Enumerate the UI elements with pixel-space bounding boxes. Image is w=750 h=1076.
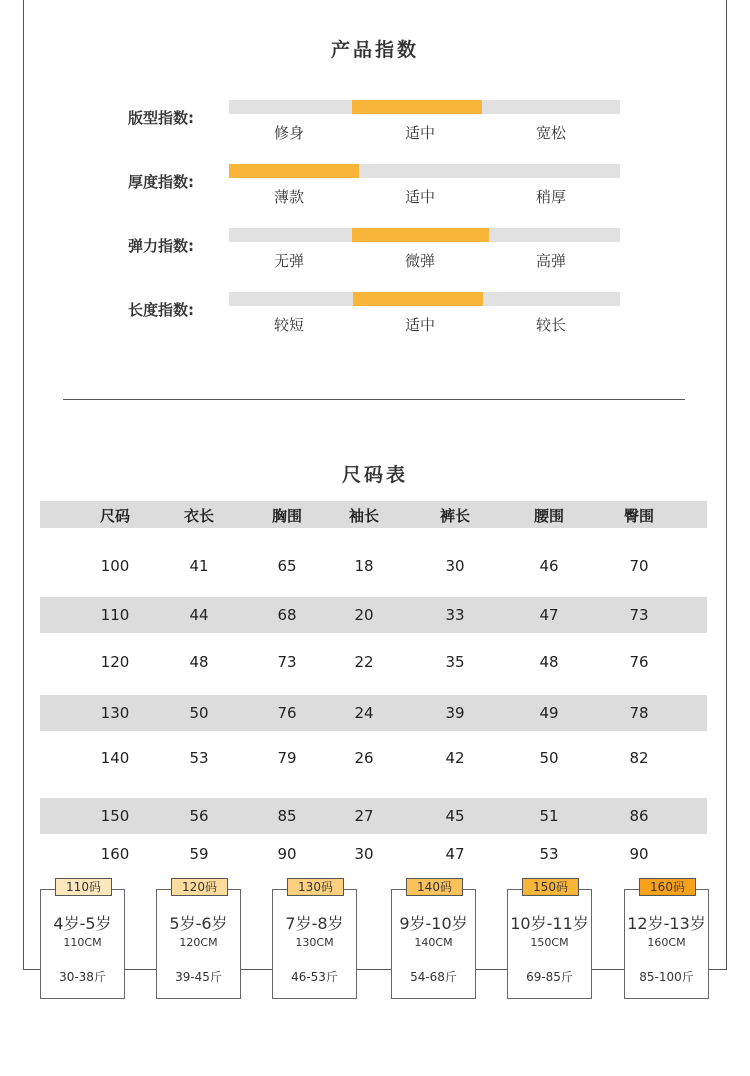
table-cell: 26 xyxy=(354,749,374,767)
table-cell: 73 xyxy=(629,606,649,624)
header-top-length: 衣长 xyxy=(183,507,214,525)
index-label: 长度指数: xyxy=(128,301,194,319)
product-index-title: 产品指数 xyxy=(330,39,419,61)
index-bar-fill xyxy=(353,292,483,306)
size-card-height: 140CM xyxy=(414,936,453,949)
size-card-height: 130CM xyxy=(295,936,334,949)
size-card-weight: 85-100斤 xyxy=(639,970,694,984)
index-tick-label: 稍厚 xyxy=(535,188,566,206)
table-cell: 53 xyxy=(189,749,209,767)
table-cell: 18 xyxy=(354,557,374,575)
index-tick-label: 较长 xyxy=(535,316,566,334)
table-cell: 35 xyxy=(445,653,465,671)
table-cell: 27 xyxy=(354,807,374,825)
size-tag: 110码 xyxy=(55,878,112,896)
index-tick-label: 适中 xyxy=(404,316,435,334)
index-bar-track xyxy=(229,292,620,306)
table-cell: 50 xyxy=(189,704,209,722)
table-cell: 30 xyxy=(354,845,374,863)
table-cell: 90 xyxy=(629,845,649,863)
table-cell: 33 xyxy=(445,606,465,624)
table-cell: 48 xyxy=(189,653,209,671)
table-row xyxy=(40,740,707,776)
header-waist: 腰围 xyxy=(533,507,564,525)
index-tick-label: 高弹 xyxy=(535,252,566,270)
index-tick-label: 微弹 xyxy=(404,252,435,270)
index-bar-track xyxy=(229,228,620,242)
header-pants-length: 裤长 xyxy=(439,507,470,525)
size-card-age: 9岁-10岁 xyxy=(399,914,468,933)
table-cell: 42 xyxy=(445,749,465,767)
size-card-age: 5岁-6岁 xyxy=(169,914,228,933)
size-card-age: 10岁-11岁 xyxy=(510,914,589,933)
table-cell: 20 xyxy=(354,606,374,624)
size-card-age: 12岁-13岁 xyxy=(627,914,706,933)
size-card xyxy=(40,880,125,999)
index-label: 版型指数: xyxy=(128,109,194,127)
index-bar-fill xyxy=(352,228,489,242)
size-tag: 160码 xyxy=(639,878,696,896)
table-cell: 150 xyxy=(100,807,130,825)
table-row xyxy=(40,695,707,731)
table-cell: 160 xyxy=(100,845,130,863)
table-row xyxy=(40,597,707,633)
frame-bottom-line xyxy=(23,969,727,970)
table-row xyxy=(40,836,707,872)
index-bar-track xyxy=(229,100,620,114)
index-tick-label: 适中 xyxy=(404,188,435,206)
table-row xyxy=(40,548,707,584)
table-cell: 46 xyxy=(539,557,559,575)
size-card-weight: 39-45斤 xyxy=(175,970,222,984)
table-cell: 50 xyxy=(539,749,559,767)
table-cell: 82 xyxy=(629,749,649,767)
table-cell: 22 xyxy=(354,653,374,671)
table-cell: 48 xyxy=(539,653,559,671)
table-cell: 110 xyxy=(100,606,130,624)
table-cell: 56 xyxy=(189,807,209,825)
table-cell: 68 xyxy=(277,606,297,624)
index-tick-label: 宽松 xyxy=(535,124,566,142)
index-label: 厚度指数: xyxy=(128,173,194,191)
table-row xyxy=(40,798,707,834)
size-card-weight: 46-53斤 xyxy=(291,970,338,984)
table-cell: 86 xyxy=(629,807,649,825)
table-cell: 53 xyxy=(539,845,559,863)
header-sleeve: 袖长 xyxy=(348,507,379,525)
header-hip: 臀围 xyxy=(623,507,654,525)
size-card-age: 7岁-8岁 xyxy=(285,914,344,933)
size-card xyxy=(156,880,241,999)
size-card xyxy=(624,880,709,999)
size-tag: 150码 xyxy=(522,878,579,896)
section-divider xyxy=(63,399,685,400)
table-cell: 78 xyxy=(629,704,649,722)
table-cell: 79 xyxy=(277,749,297,767)
table-cell: 39 xyxy=(445,704,465,722)
index-tick-label: 适中 xyxy=(404,124,435,142)
table-cell: 90 xyxy=(277,845,297,863)
index-tick-label: 薄款 xyxy=(273,188,304,206)
table-cell: 100 xyxy=(100,557,130,575)
size-tag: 130码 xyxy=(287,878,344,896)
size-card-height: 120CM xyxy=(179,936,218,949)
table-cell: 51 xyxy=(539,807,559,825)
table-cell: 140 xyxy=(100,749,130,767)
header-size: 尺码 xyxy=(99,507,130,525)
size-card-weight: 54-68斤 xyxy=(410,970,457,984)
table-cell: 70 xyxy=(629,557,649,575)
size-card-age: 4岁-5岁 xyxy=(53,914,112,933)
table-cell: 59 xyxy=(189,845,209,863)
table-cell: 41 xyxy=(189,557,209,575)
index-tick-label: 无弹 xyxy=(273,252,304,270)
table-cell: 24 xyxy=(354,704,374,722)
size-card xyxy=(507,880,592,999)
size-card xyxy=(272,880,357,999)
table-cell: 47 xyxy=(445,845,465,863)
table-row xyxy=(40,644,707,680)
table-cell: 76 xyxy=(629,653,649,671)
size-tag: 120码 xyxy=(171,878,228,896)
size-card-height: 160CM xyxy=(647,936,686,949)
index-bar-fill xyxy=(352,100,482,114)
table-cell: 44 xyxy=(189,606,209,624)
index-tick-label: 较短 xyxy=(273,316,304,334)
index-bar-fill xyxy=(229,164,359,178)
table-cell: 76 xyxy=(277,704,297,722)
index-label: 弹力指数: xyxy=(128,237,194,255)
size-card-height: 110CM xyxy=(63,936,102,949)
size-card-weight: 30-38斤 xyxy=(59,970,106,984)
size-table-header xyxy=(40,501,707,528)
table-cell: 130 xyxy=(100,704,130,722)
table-cell: 45 xyxy=(445,807,465,825)
size-table-title: 尺码表 xyxy=(341,464,408,486)
header-chest: 胸围 xyxy=(271,507,302,525)
size-tag: 140码 xyxy=(406,878,463,896)
table-cell: 85 xyxy=(277,807,297,825)
size-card-weight: 69-85斤 xyxy=(526,970,573,984)
table-cell: 49 xyxy=(539,704,559,722)
size-card-height: 150CM xyxy=(530,936,569,949)
size-card xyxy=(391,880,476,999)
table-cell: 120 xyxy=(100,653,130,671)
table-cell: 65 xyxy=(277,557,297,575)
index-tick-label: 修身 xyxy=(273,124,304,142)
table-cell: 30 xyxy=(445,557,465,575)
table-cell: 47 xyxy=(539,606,559,624)
index-bar-track xyxy=(229,164,620,178)
table-cell: 73 xyxy=(277,653,297,671)
